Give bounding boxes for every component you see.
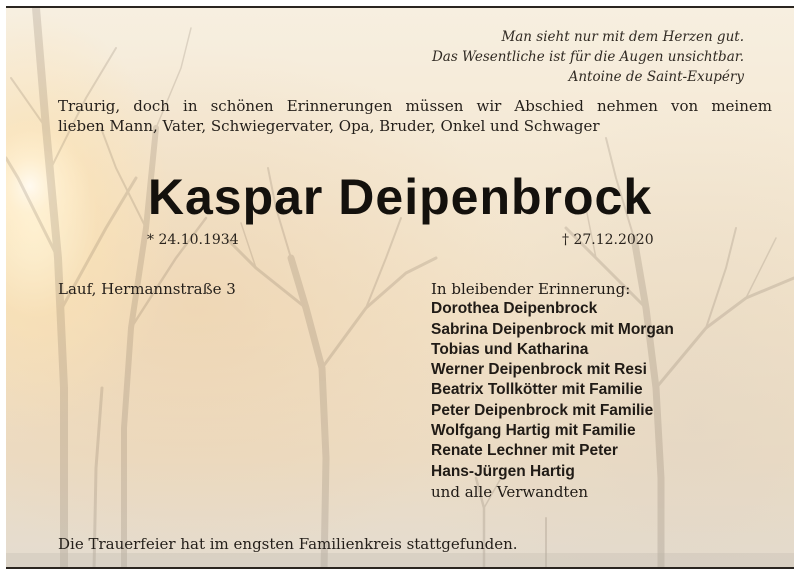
death-date: † 27.12.2020 xyxy=(562,232,654,248)
mourner-name: Beatrix Tollkötter mit Familie xyxy=(431,381,643,399)
funeral-note: Die Trauerfeier hat im engsten Familienkreis stattgefunden. xyxy=(58,535,518,553)
mourner-name: Peter Deipenbrock mit Familie xyxy=(431,401,654,419)
quote-line: Das Wesentliche ist für die Augen unsichtbar. xyxy=(431,49,744,65)
mourner-name: Dorothea Deipenbrock xyxy=(431,300,598,318)
obituary-card xyxy=(6,6,794,569)
intro-text xyxy=(58,96,772,136)
mourners-closing: und alle Verwandten xyxy=(431,482,588,501)
intro-line: lieben Mann, Vater, Schwiegervater, Opa, Bruder, Onkel und Schwager xyxy=(58,117,600,135)
family-address: Lauf, Hermannstraße 3 xyxy=(58,280,236,298)
intro-line: Traurig, doch in schönen Erinnerungen müssen wir Abschied nehmen von meinem xyxy=(58,97,772,115)
mourners-heading: In bleibender Erinnerung: xyxy=(431,280,631,298)
birth-date: * 24.10.1934 xyxy=(147,232,239,248)
mourner-name: Sabrina Deipenbrock mit Morgan xyxy=(431,320,674,338)
deceased-name: Kaspar Deipenbrock xyxy=(147,169,653,225)
mourner-name: Renate Lechner mit Peter xyxy=(431,442,618,460)
quote-author: Antoine de Saint-Exupéry xyxy=(568,69,744,85)
mourner-name: Werner Deipenbrock mit Resi xyxy=(431,361,647,379)
epigraph-quote xyxy=(432,27,744,87)
quote-line: Man sieht nur mit dem Herzen gut. xyxy=(501,29,744,45)
mourner-name: Wolfgang Hartig mit Familie xyxy=(431,422,636,440)
mourner-name: Tobias und Katharina xyxy=(431,340,589,358)
mourners-list xyxy=(431,279,674,502)
mourner-name: Hans-Jürgen Hartig xyxy=(431,462,575,480)
